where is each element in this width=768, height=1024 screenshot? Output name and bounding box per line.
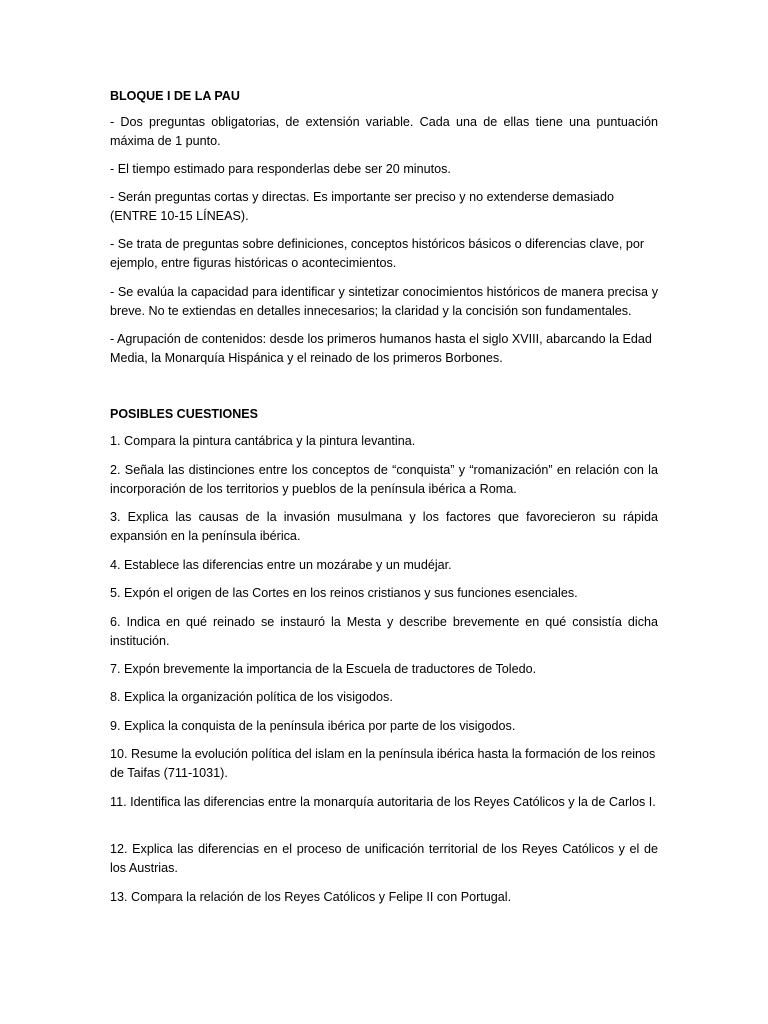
question-item-3: 3. Explica las causas de la invasión musulmana y los factores que favorecieron su rápida expansión en la península ibérica. — [110, 510, 658, 543]
question-item-9: 9. Explica la conquista de la península ibérica por parte de los visigodos. — [110, 719, 516, 733]
question-item-12: 12. Explica las diferencias en el proceso de unificación territorial de los Reyes Católicos y el de los Austrias. — [110, 842, 658, 875]
question-item-4: 4. Establece las diferencias entre un mozárabe y un mudéjar. — [110, 558, 452, 572]
document-page — [110, 0, 658, 1024]
bloque-paragraph-2: - El tiempo estimado para responderlas debe ser 20 minutos. — [110, 162, 451, 176]
question-item-5: 5. Expón el origen de las Cortes en los reinos cristianos y sus funciones esenciales. — [110, 586, 578, 600]
bloque-paragraph-1: - Dos preguntas obligatorias, de extensión variable. Cada una de ellas tiene una puntuación máxima de 1 punto. — [110, 115, 658, 148]
question-item-1: 1. Compara la pintura cantábrica y la pintura levantina. — [110, 434, 416, 448]
section-heading-cuestiones: POSIBLES CUESTIONES — [110, 407, 258, 421]
bloque-paragraph-6: - Agrupación de contenidos: desde los primeros humanos hasta el siglo XVIII, abarcando la Edad Media, la Monarquía Hispánica y el reinado de los primeros Borbones. — [110, 332, 652, 365]
question-item-2: 2. Señala las distinciones entre los conceptos de “conquista” y “romanización” en relación con la incorporación de los territorios y pueblos de la península ibérica a Roma. — [110, 463, 658, 496]
question-item-11: 11. Identifica las diferencias entre la monarquía autoritaria de los Reyes Católicos y la de Carlos I. — [110, 795, 656, 809]
question-item-8: 8. Explica la organización política de los visigodos. — [110, 690, 393, 704]
section-heading-bloque: BLOQUE I DE LA PAU — [110, 89, 240, 103]
question-item-7: 7. Expón brevemente la importancia de la Escuela de traductores de Toledo. — [110, 662, 537, 676]
question-item-6: 6. Indica en qué reinado se instauró la Mesta y describe brevemente en qué consistía dicha institución. — [110, 615, 658, 648]
bloque-paragraph-5: - Se evalúa la capacidad para identificar y sintetizar conocimientos históricos de manera precisa y breve. No te extiendas en detalles innecesarios; la claridad y la concisión son fundamentales. — [110, 285, 658, 318]
question-item-10: 10. Resume la evolución política del islam en la península ibérica hasta la formación de los reinos de Taifas (711-1031). — [110, 747, 656, 780]
bloque-paragraph-3: - Serán preguntas cortas y directas. Es importante ser preciso y no extenderse demasiado (ENTRE 10-15 LÍNEAS). — [110, 190, 615, 223]
bloque-paragraph-4: - Se trata de preguntas sobre definiciones, conceptos históricos básicos o diferencias clave, por ejemplo, entre figuras históricas o acontecimientos. — [110, 237, 645, 270]
question-item-13: 13. Compara la relación de los Reyes Católicos y Felipe II con Portugal. — [110, 890, 512, 904]
